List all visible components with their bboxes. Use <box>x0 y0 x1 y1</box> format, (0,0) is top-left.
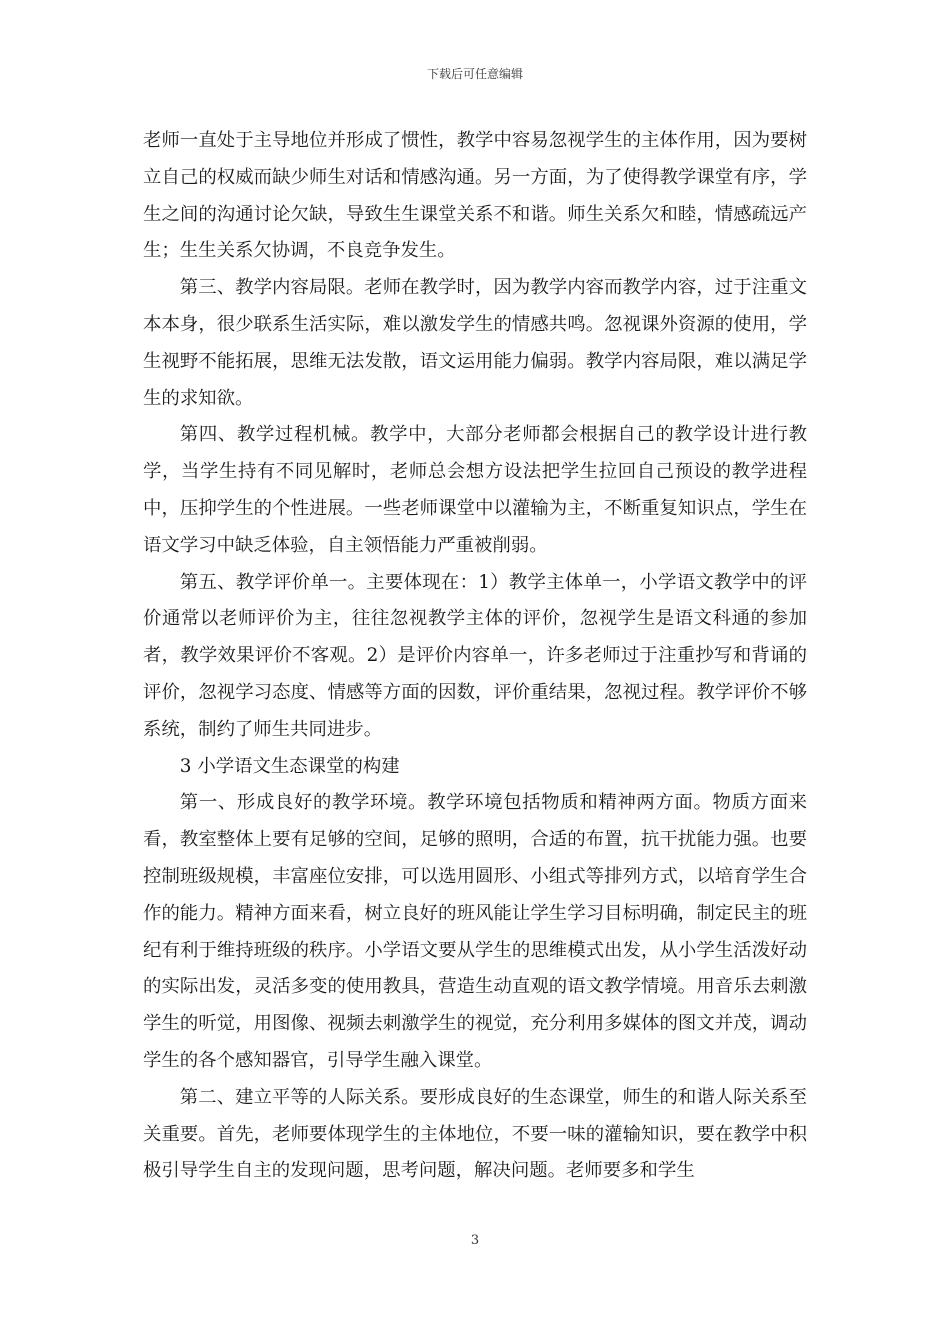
paragraph-fourth-point: 第四、教学过程机械。教学中，大部分老师都会根据自己的教学设计进行教学，当学生持有不同见解时，老师总会想方设法把学生拉回自己预设的教学进程中，压抑学生的个性进展。一些老师课堂中以灌输为主，不断重复知识点，学生在语文学习中缺乏体验，自主领悟能力严重被削弱。 <box>143 424 807 556</box>
page-header: 下载后可任意编辑 <box>426 67 523 81</box>
page-number: 3 <box>470 1233 480 1248</box>
paragraph-third-point: 第三、教学内容局限。老师在教学时，因为教学内容而教学内容，过于注重文本本身，很少联系生活实际，难以激发学生的情感共鸣。忽视课外资源的使用，学生视野不能拓展，思维无法发散，语文运用能力偏弱。教学内容局限，难以满足学生的求知欲。 <box>143 277 807 409</box>
section-heading: 3 小学语文生态课堂的构建 <box>179 755 400 777</box>
document-body <box>143 123 807 1190</box>
paragraph-first-measure: 第一、形成良好的教学环境。教学环境包括物质和精神两方面。物质方面来看，教室整体上要有足够的空间，足够的照明，合适的布置，抗干扰能力强。也要控制班级规模，丰富座位安排，可以选用圆形、小组式等排列方式，以培育学生合作的能力。精神方面来看，树立良好的班风能让学生学习目标明确，制定民主的班纪有利于维持班级的秩序。小学语文要从学生的思维模式出发，从小学生活泼好动的实际出发，灵活多变的使用教具，营造生动直观的语文教学情境。用音乐去刺激学生的听觉，用图像、视频去刺激学生的视觉，充分利用多媒体的图文并茂，调动学生的各个感知器官，引导学生融入课堂。 <box>143 792 807 1071</box>
paragraph-fifth-point: 第五、教学评价单一。主要体现在：1）教学主体单一，小学语文教学中的评价通常以老师评价为主，往往忽视教学主体的评价，忽视学生是语文科通的参加者，教学效果评价不客观。2）是评价内容单一，许多老师过于注重抄写和背诵的评价，忽视学习态度、情感等方面的因数，评价重结果，忽视过程。教学评价不够系统，制约了师生共同进步。 <box>143 571 807 740</box>
paragraph-second-measure: 第二、建立平等的人际关系。要形成良好的生态课堂，师生的和谐人际关系至关重要。首先，老师要体现学生的主体地位，不要一味的灌输知识，要在教学中积极引导学生自主的发现问题，思考问题，解决问题。老师要多和学生 <box>143 1086 807 1182</box>
paragraph-continued: 老师一直处于主导地位并形成了惯性，教学中容易忽视学生的主体作用，因为要树立自己的权威而缺少师生对话和情感沟通。另一方面，为了使得教学课堂有序，学生之间的沟通讨论欠缺，导致生生课堂关系不和谐。师生关系欠和睦，情感疏远产生；生生关系欠协调，不良竞争发生。 <box>143 130 807 262</box>
